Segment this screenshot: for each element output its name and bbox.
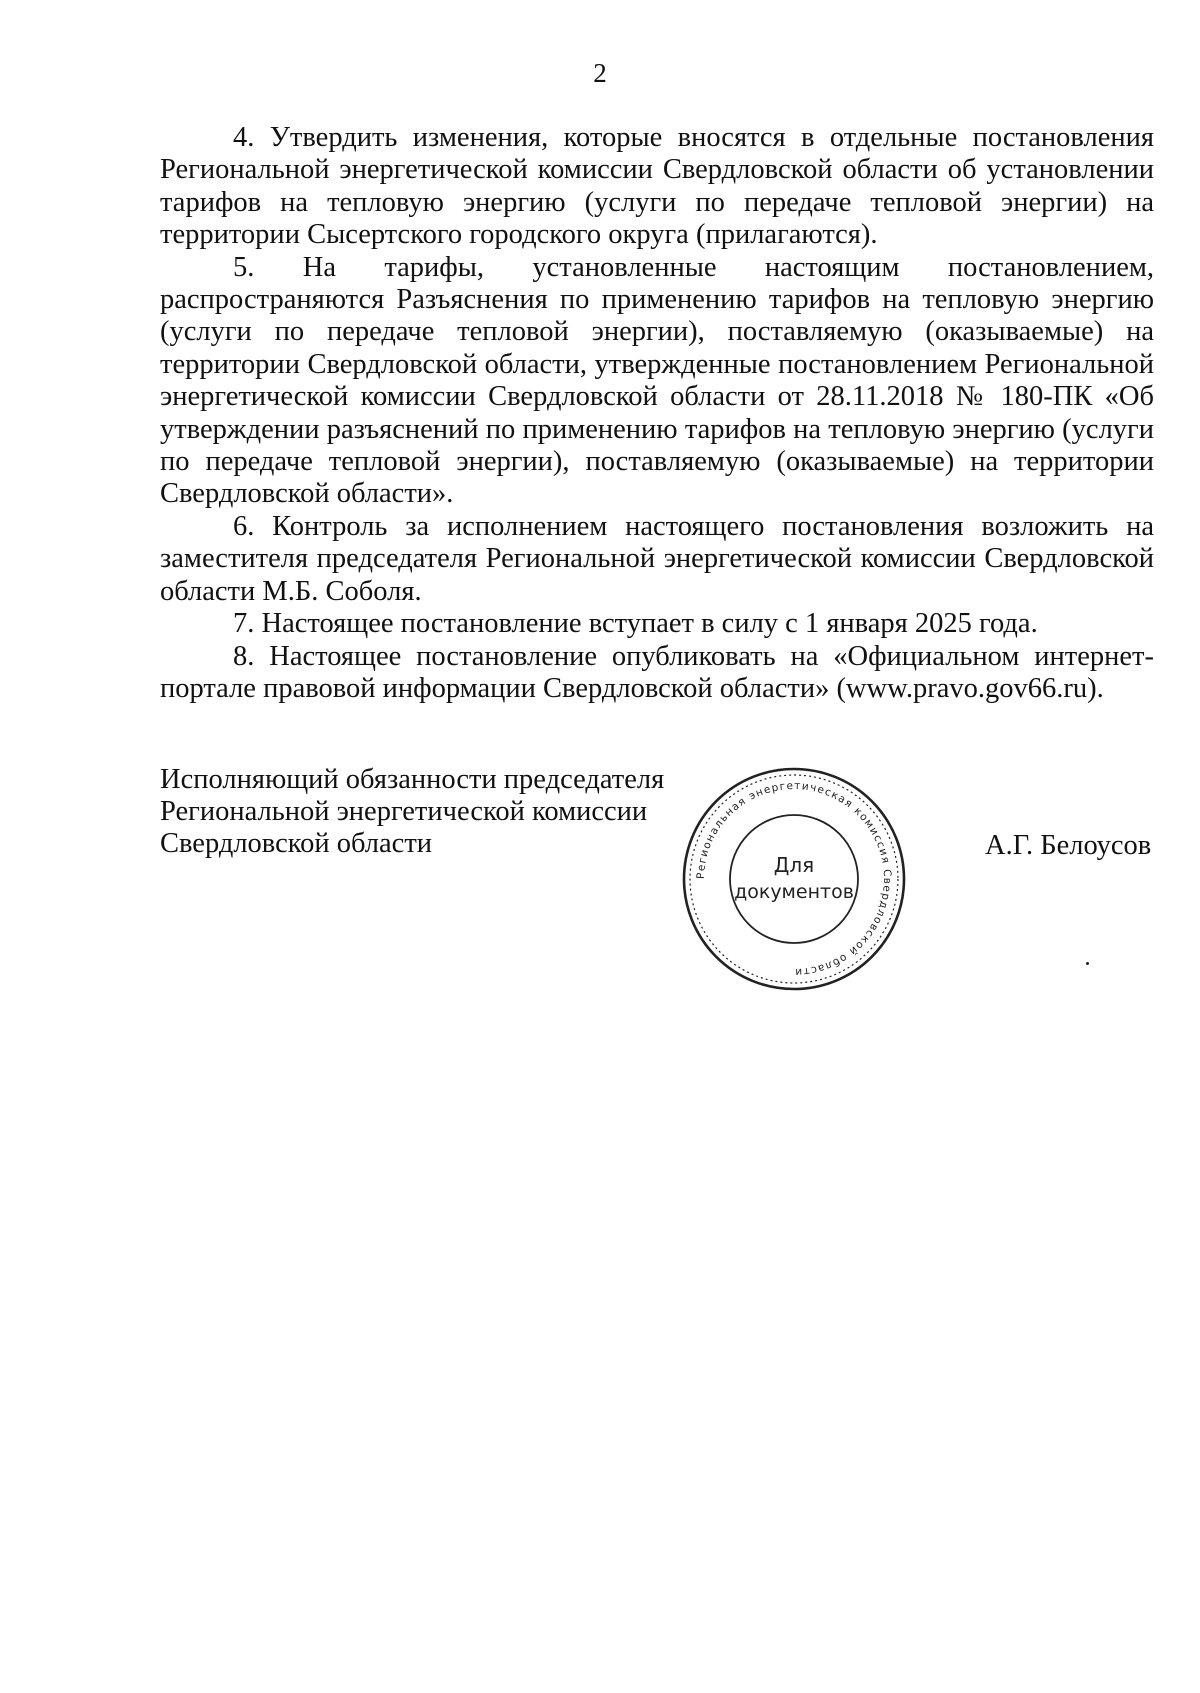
- signatory-title-line: Исполняющий обязанности председателя: [160, 764, 665, 795]
- signatory-name: А.Г. Белоусов: [985, 830, 1152, 861]
- seal-ring-text: Региональная энергетическая комиссия Свердловской области: [694, 779, 894, 979]
- document-body: [160, 122, 1154, 705]
- paragraph-6: 6. Контроль за исполнением настоящего постановления возложить на заместителя председателя Региональной энергетической комиссии Свердловской области М.Б. Соболя.: [160, 510, 1154, 607]
- paragraph-5: 5. На тарифы, установленные настоящим постановлением, распространяются Разъяснения по применению тарифов на тепловую энергию (услуги по передаче тепловой энергии), поставляемую (оказываемые) на территории Свердловской области, утвержденные постановлением Региональной энергетической комиссии Свердловской области от 28.11.2018 № 180-ПК «Об утверждении разъяснений по применению тарифов на тепловую энергию (услуги по передаче тепловой энергии), поставляемую (оказываемые) на территории Свердловской области».: [160, 251, 1154, 510]
- signatory-title-line: Региональной энергетической комиссии: [160, 796, 648, 827]
- scan-speck: [1086, 962, 1089, 965]
- signatory-title: [160, 764, 680, 860]
- official-seal-stamp: [677, 762, 911, 996]
- seal-graphic: [677, 762, 911, 996]
- paragraph-8: 8. Настоящее постановление опубликовать на «Официальном интернет-портале правовой информации Свердловской области» (www.pravo.gov66.ru).: [160, 640, 1154, 704]
- seal-center-line1: Для: [773, 853, 815, 877]
- paragraph-7: 7. Настоящее постановление вступает в силу с 1 января 2025 года.: [233, 608, 1038, 640]
- seal-center-line2: документов: [734, 881, 854, 903]
- signatory-title-line: Свердловской области: [160, 828, 433, 859]
- page-number: 2: [593, 58, 607, 88]
- paragraph-4: 4. Утвердить изменения, которые вносятся в отдельные постановления Региональной энергетической комиссии Свердловской области об установлении тарифов на тепловую энергию (услуги по передаче тепловой энергии) на территории Сысертского городского округа (прилагаются).: [160, 122, 1154, 251]
